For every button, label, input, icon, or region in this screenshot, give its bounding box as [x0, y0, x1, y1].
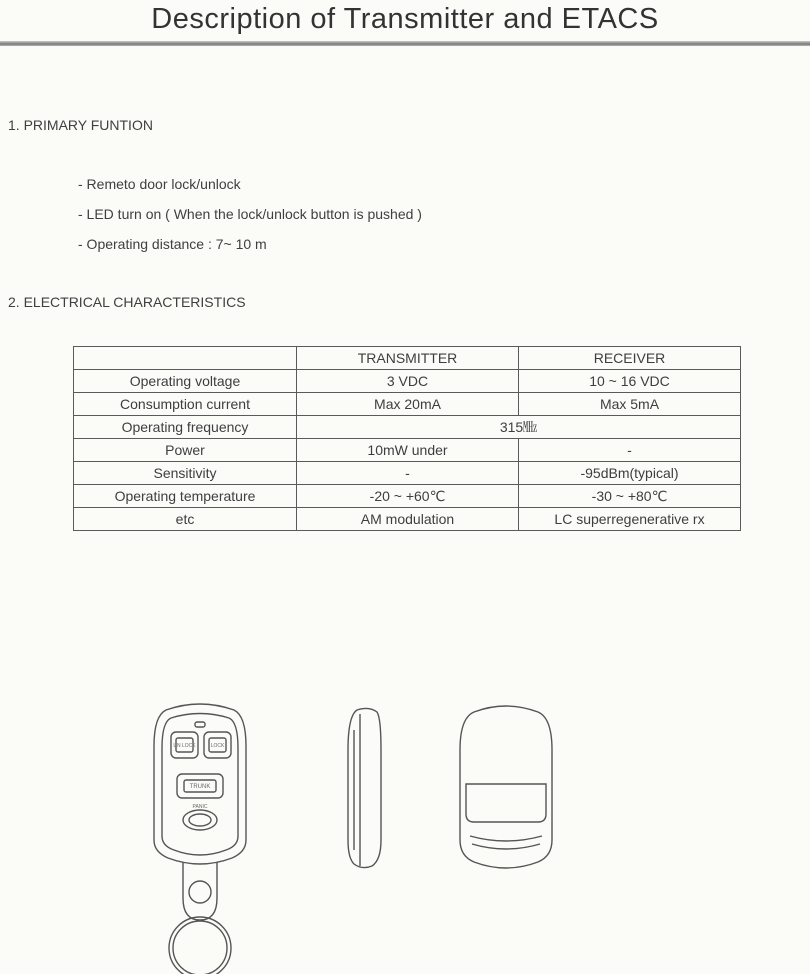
header-cell-receiver: RECEIVER [519, 347, 741, 370]
trunk-button-label: TRUNK [189, 784, 211, 790]
table-header-row [74, 347, 741, 370]
row-label: Operating temperature [74, 485, 297, 508]
fob-back-view [460, 706, 552, 868]
row-label: etc [74, 508, 297, 531]
rx-value: -30 ~ +80℃ [519, 485, 741, 508]
tx-value: Max 20mA [297, 393, 519, 416]
table-row [74, 393, 741, 416]
table-row [74, 462, 741, 485]
header-cell-blank [74, 347, 297, 370]
transmitter-drawing [0, 690, 810, 974]
tx-value: AM modulation [297, 508, 519, 531]
row-label: Consumption current [74, 393, 297, 416]
tx-value: 10mW under [297, 439, 519, 462]
tx-value: -20 ~ +60℃ [297, 485, 519, 508]
table-row [74, 416, 741, 439]
bullet-item-3: - Operating distance : 7~ 10 m [78, 236, 267, 252]
row-label: Power [74, 439, 297, 462]
row-label: Operating frequency [74, 416, 297, 439]
tx-value: - [297, 462, 519, 485]
title-divider [0, 41, 810, 46]
bullet-item-1: - Remeto door lock/unlock [78, 176, 241, 192]
fob-front-view [154, 704, 246, 974]
rx-value: Max 5mA [519, 393, 741, 416]
header-cell-transmitter: TRANSMITTER [297, 347, 519, 370]
rx-value: 10 ~ 16 VDC [519, 370, 741, 393]
rx-value: - [519, 439, 741, 462]
table-row [74, 370, 741, 393]
merged-value: 315㎒ [297, 416, 741, 439]
rx-value: LC superregenerative rx [519, 508, 741, 531]
tx-value: 3 VDC [297, 370, 519, 393]
rx-value: -95dBm(typical) [519, 462, 741, 485]
spec-table [73, 346, 741, 531]
section-heading-primary-function: 1. PRIMARY FUNTION [8, 117, 153, 133]
row-label: Sensitivity [74, 462, 297, 485]
lock-button-label: LOCK [210, 743, 225, 749]
fob-side-view [348, 708, 381, 867]
table-row [74, 508, 741, 531]
panic-button-outline [183, 810, 217, 830]
page-title: Description of Transmitter and ETACS [151, 3, 659, 35]
key-ring [169, 917, 231, 974]
table-row [74, 439, 741, 462]
panic-label: PANIC [192, 804, 208, 810]
section-heading-electrical: 2. ELECTRICAL CHARACTERISTICS [8, 294, 246, 310]
bullet-item-2: - LED turn on ( When the lock/unlock button is pushed ) [78, 206, 422, 222]
table-row [74, 485, 741, 508]
row-label: Operating voltage [74, 370, 297, 393]
unlock-button-label: UN LOCK [173, 743, 196, 749]
